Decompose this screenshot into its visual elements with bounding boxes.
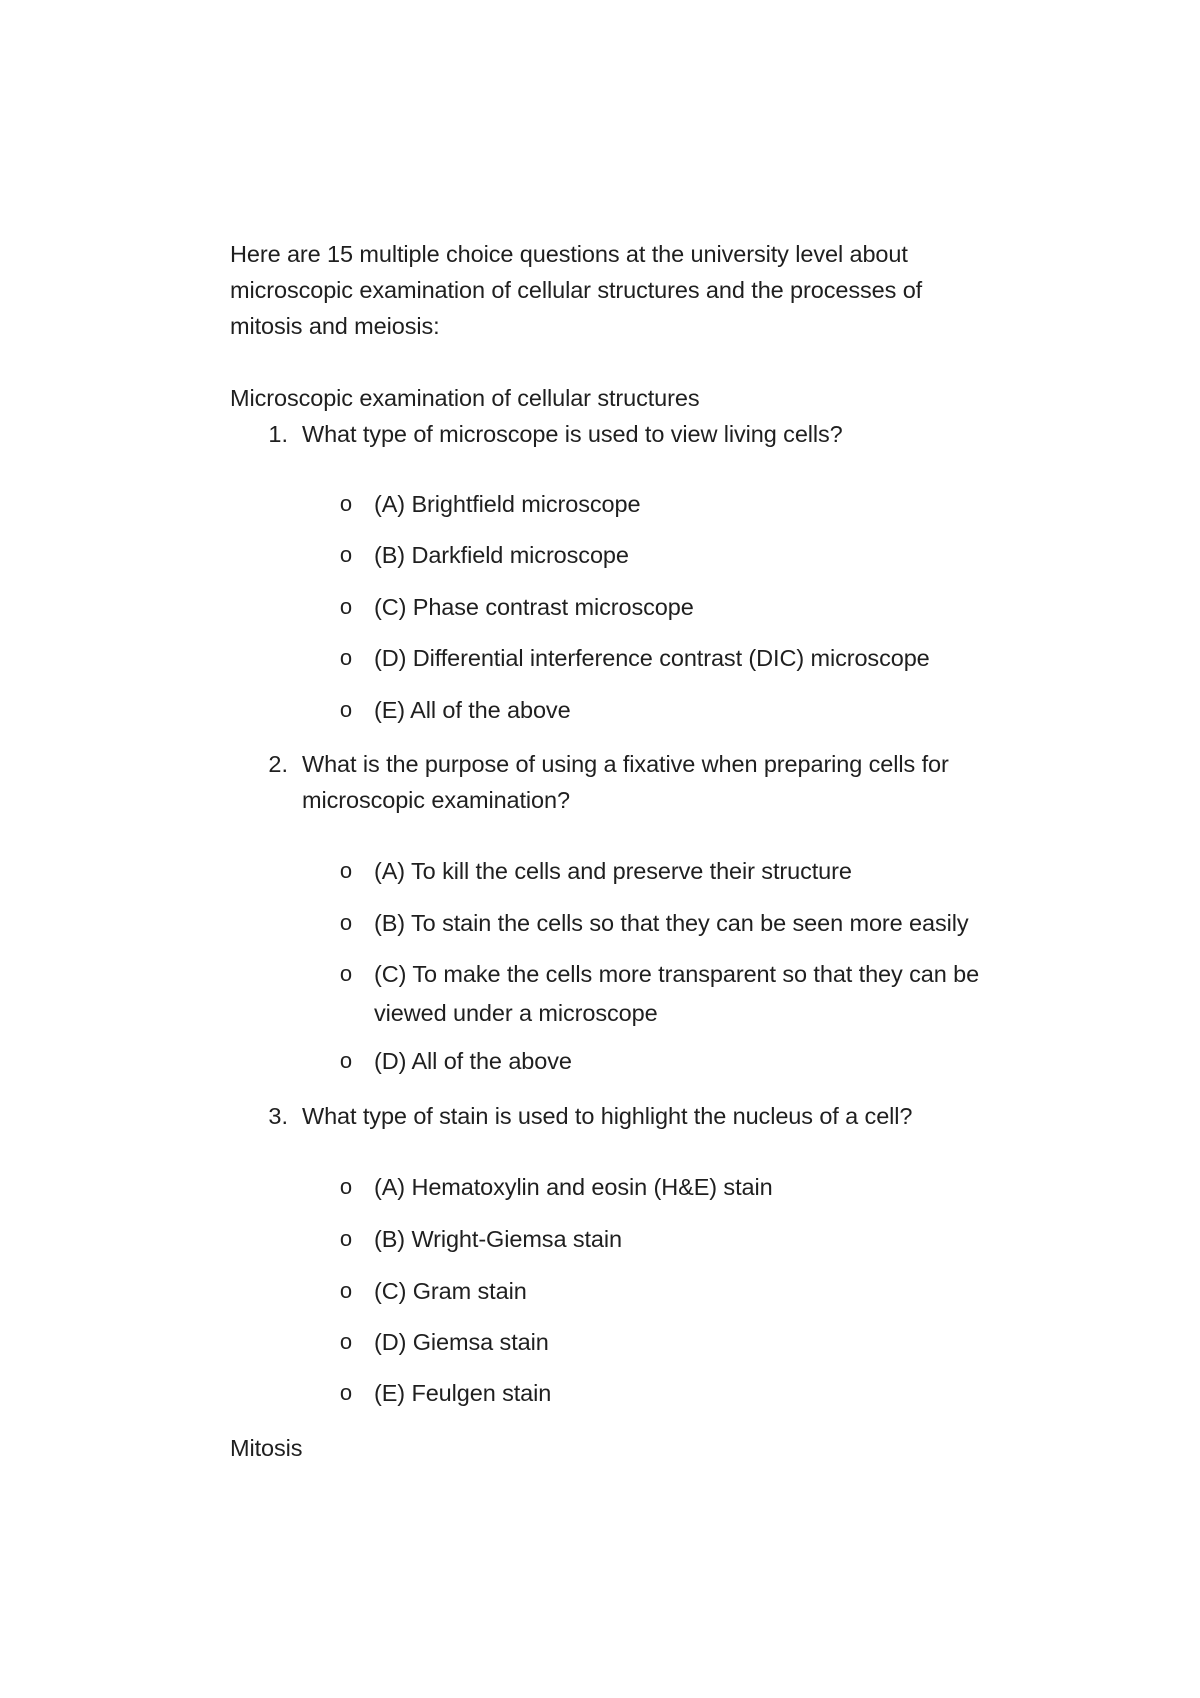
intro-line-1: Here are 15 multiple choice questions at the university level about	[230, 241, 908, 267]
option-text: (A) To kill the cells and preserve their structure	[374, 858, 852, 884]
option-bullet: o	[339, 1226, 353, 1251]
option-text: (C) Phase contrast microscope	[374, 594, 694, 620]
option-bullet: o	[339, 858, 353, 883]
option-text: (A) Hematoxylin and eosin (H&E) stain	[374, 1174, 773, 1200]
option-text: (A) Brightfield microscope	[374, 491, 641, 517]
option-text: viewed under a microscope	[374, 1000, 658, 1026]
option-text: (D) All of the above	[374, 1048, 572, 1074]
option-bullet: o	[339, 542, 353, 567]
question-text: microscopic examination?	[302, 787, 570, 813]
option-bullet: o	[339, 1278, 353, 1303]
option-text: (E) All of the above	[374, 697, 571, 723]
option-text: (B) Darkfield microscope	[374, 542, 629, 568]
intro-line-2: microscopic examination of cellular structures and the processes of	[230, 277, 923, 303]
option-bullet: o	[339, 697, 353, 722]
section-heading-mitosis: Mitosis	[230, 1435, 303, 1461]
option-bullet: o	[339, 961, 353, 986]
question-number: 1.	[268, 421, 288, 447]
section-heading-microscopy: Microscopic examination of cellular structures	[230, 385, 700, 411]
option-text: (E) Feulgen stain	[374, 1380, 552, 1406]
option-bullet: o	[339, 910, 353, 935]
option-bullet: o	[339, 1174, 353, 1199]
option-bullet: o	[339, 594, 353, 619]
option-bullet: o	[339, 1048, 353, 1073]
option-text: (B) Wright-Giemsa stain	[374, 1226, 622, 1252]
question-number: 2.	[268, 751, 288, 777]
question-number: 3.	[268, 1103, 288, 1129]
option-text: (C) To make the cells more transparent so that they can be	[374, 961, 980, 987]
option-bullet: o	[339, 1329, 353, 1354]
option-text: (D) Giemsa stain	[374, 1329, 549, 1355]
question-text: What is the purpose of using a fixative when preparing cells for	[302, 751, 949, 777]
option-bullet: o	[339, 1380, 353, 1405]
question-text: What type of microscope is used to view living cells?	[302, 421, 843, 447]
option-text: (B) To stain the cells so that they can be seen more easily	[374, 910, 969, 936]
intro-line-3: mitosis and meiosis:	[230, 313, 440, 339]
option-text: (C) Gram stain	[374, 1278, 527, 1304]
option-bullet: o	[339, 491, 353, 516]
question-text: What type of stain is used to highlight the nucleus of a cell?	[302, 1103, 913, 1129]
option-bullet: o	[339, 645, 353, 670]
option-text: (D) Differential interference contrast (DIC) microscope	[374, 645, 930, 671]
